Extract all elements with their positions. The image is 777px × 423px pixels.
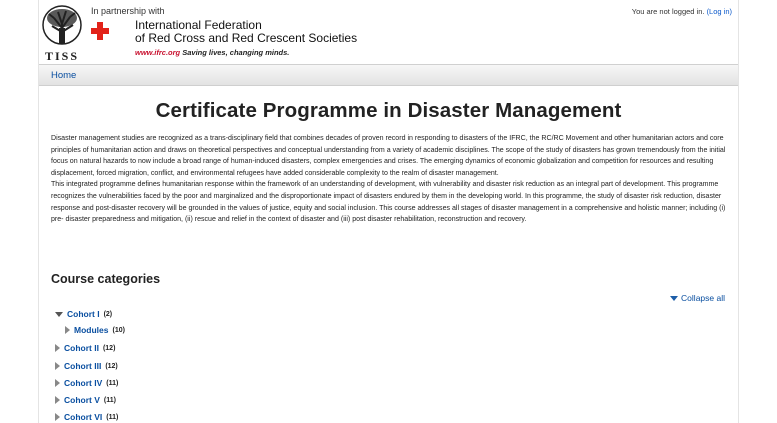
tree-logo-icon <box>41 4 83 48</box>
category-count: (12) <box>105 362 118 370</box>
navbar <box>39 64 738 86</box>
triangle-right-icon[interactable] <box>55 379 60 387</box>
category-count: (11) <box>103 396 116 404</box>
category-link[interactable]: Cohort II <box>64 343 99 353</box>
triangle-right-icon[interactable] <box>65 326 70 334</box>
partner-tagline <box>135 48 289 57</box>
logo-text: TISS <box>45 49 80 63</box>
triangle-down-icon[interactable] <box>55 312 63 317</box>
category-count: (2) <box>103 310 113 318</box>
triangle-right-icon[interactable] <box>55 396 60 404</box>
category-item-modules[interactable] <box>65 325 125 335</box>
category-item-cohort-4[interactable] <box>55 378 118 388</box>
category-count: (12) <box>102 344 116 352</box>
login-status: You are not logged in. <box>631 7 705 16</box>
triangle-right-icon[interactable] <box>55 344 60 352</box>
page-title: Certificate Programme in Disaster Management <box>155 99 622 122</box>
partner-name <box>135 19 357 45</box>
triangle-down-icon <box>670 296 678 301</box>
triangle-right-icon[interactable] <box>55 362 60 370</box>
category-count: (11) <box>106 379 119 387</box>
course-categories-heading: Course categories <box>51 272 161 286</box>
partner-name-line2: of Red Cross and Red Crescent Societies <box>135 31 358 45</box>
category-count: (11) <box>106 413 119 421</box>
collapse-all-label: Collapse all <box>681 293 725 303</box>
partner-tagline-text: Saving lives, changing minds. <box>182 48 290 57</box>
category-link[interactable]: Cohort I <box>67 309 100 319</box>
login-link[interactable]: (Log in) <box>706 7 732 16</box>
category-item-cohort-1[interactable] <box>55 309 112 319</box>
site-summary <box>51 133 731 226</box>
breadcrumb-home[interactable]: Home <box>51 70 77 81</box>
partner-name-line1: International Federation <box>135 18 262 32</box>
triangle-right-icon[interactable] <box>55 413 60 421</box>
category-link[interactable]: Modules <box>74 325 109 335</box>
partner-label: In partnership with <box>91 6 165 16</box>
page-header <box>39 0 738 64</box>
summary-paragraph-2: This integrated programme defines humanitarian response within the framework of an understanding of development, with vulnerability and disaster risk reduction as an integral part of development. This programme recognizes the vulnerabilities faced by the poor and marginalized and the disproportionate impact of disasters endured by them in the developing world. In this programme, the study of disaster risk reduction, disaster response and post-disaster recovery will be grounded in the values of justice, equity and social inclusion. This course addresses all stages of disaster management in a comprehensive and holistic manner; including (i) pre- disaster preparedness and mitigation, (ii) rescue and relief in the context of disaster and (iii) post disaster rehabilitation, reconstruction and recovery. <box>51 181 726 224</box>
category-link[interactable]: Cohort IV <box>64 378 103 388</box>
red-cross-crescent-icon <box>91 20 133 42</box>
category-item-cohort-2[interactable] <box>55 343 115 353</box>
category-item-cohort-3[interactable] <box>55 361 118 371</box>
partner-url[interactable]: www.ifrc.org <box>135 48 181 57</box>
category-item-cohort-5[interactable] <box>55 395 116 405</box>
category-link[interactable]: Cohort V <box>64 395 100 405</box>
category-count: (10) <box>112 326 125 334</box>
category-link[interactable]: Cohort VI <box>64 412 103 422</box>
page-container <box>38 0 739 423</box>
tiss-logo[interactable] <box>41 4 83 63</box>
category-item-cohort-6[interactable] <box>55 412 118 422</box>
category-link[interactable]: Cohort III <box>64 361 102 371</box>
login-info <box>632 7 732 16</box>
summary-paragraph-1: Disaster management studies are recognized as a trans-disciplinary field that combines decades of proven record in responding to disasters of the IFRC, the RC/RC Movement and other humanitarian actors and core principles of humanitarian action and draws on theoretical perspectives and conceptual understanding from a variety of academic disciplines. The scope of the study of disasters has grown tremendously from the initial focus on natural hazards to now include a broad range of human-induced disasters, complex emergencies and crises. The emerging dynamics of economic globalization and competition for resources and resulting displacement, forced migration, conflict, and environmental refugees have added considerable complexity to the realm of disaster management. <box>51 135 726 177</box>
collapse-all-button[interactable] <box>670 293 725 303</box>
